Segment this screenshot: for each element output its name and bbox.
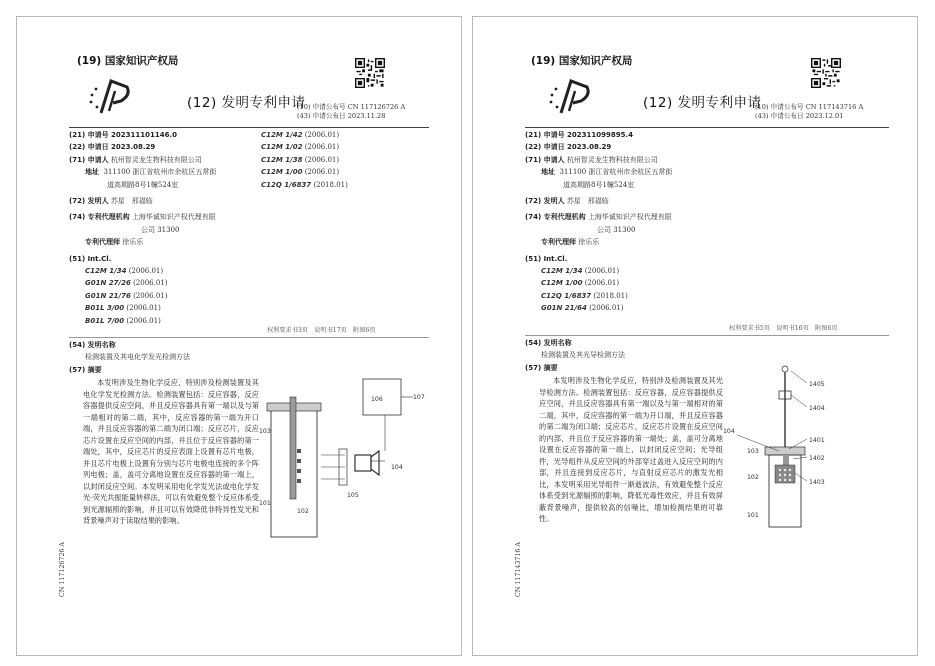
agency-line-2: 公司 31300 xyxy=(597,225,636,234)
inventors: 苏星 邢福临 xyxy=(110,197,153,206)
figure-label: 104 xyxy=(723,428,735,435)
abstract-text: 本发明涉及生物化学反应，特别涉及检测装置及其电化学发光检测方法。检测装置包括：反应容器，反应容器提供反应空间，并且反应容器具有第一端以及与第一端相对的第二端，其中，反应容器的第一端为开口端，并且反应容器的第二端为闭口端；反应芯片，反应芯片设置在反应空间的内部，并且位于反应容器的第一端处，其中，反应芯片的反应表面上设置有芯片电极，并且芯片电极上设置有分别与芯片电极电连接的多个阵列电极；盖，盖可分离地设置在反应容器的第一端上，以封闭反应空间。本发明采用电化学发光法或电化学发光-荧光共振能量转移法，可以有效避免整个反应体系受到光源辐照的影响，并且可以有效降低非特异性发光和背景噪声对于读取结果的影响。 xyxy=(83,378,259,525)
figure-label: 101 xyxy=(747,512,759,519)
side-publication-number: CN 117143716 A xyxy=(515,542,522,597)
abstract-text: 本发明涉及生物化学反应，特别涉及检测装置及其光导检测方法。检测装置包括：反应容器，反应容器提供反应空间，并且反应容器具有第一端以及与第一端相对的第二端，其中，反应容器的第一端为开口端，并且反应容器的第二端为闭口端；反应芯片，反应芯片设置在反应空间的内部，并且位于反应容器的第一端处；盖，盖可分离地设置在反应容器的第一端上，以封闭反应空间；光导组件，光导组件从反应空间的外部穿过盖进入反应空间的内部，并且连接到反应芯片，与直射反应芯片的激发光相比，本发明采用光导组件一渐逝波法，有效避免整个反应体系受到光源辐照的影响，降低光毒性效应，并且有效屏蔽背景噪声，提供较高的信噪比，增加检测结果的可靠性。 xyxy=(539,376,723,523)
publication-date: (43) 申请公布日 2023.12.01 xyxy=(755,111,844,120)
figure-label: 102 xyxy=(297,508,309,515)
application-date: (22) 申请日 2023.08.29 xyxy=(69,143,156,152)
patent-page-right xyxy=(472,16,918,656)
figure-label: 106 xyxy=(371,396,383,403)
figure-label: 105 xyxy=(347,492,359,499)
ipc-classification: G01N 21/76 (2006.01) xyxy=(85,291,168,300)
address-line-1: 311100 浙江省杭州市余杭区五常街 xyxy=(559,168,673,177)
document-type: (12) 发明专利申请 xyxy=(187,95,306,111)
section-divider xyxy=(69,337,429,338)
publication-number: (10) 申请公布号 CN 117143716 A xyxy=(755,103,864,111)
figure-label: 101 xyxy=(259,500,271,507)
figure-label: 103 xyxy=(747,448,759,455)
figure-label: 1402 xyxy=(809,455,825,462)
header-divider xyxy=(69,127,429,128)
publication-number: (10) 申请公布号 CN 117126726 A xyxy=(297,103,406,111)
qr-code-icon xyxy=(811,58,841,88)
ipc-list-right xyxy=(261,129,401,191)
ipc-classification: C12M 1/34 (2006.01) xyxy=(85,267,164,276)
qr-code-icon xyxy=(355,58,385,88)
title-block: (54) 发明名称 检测装置及其光导检测方法 (57) 摘要 xyxy=(525,339,625,372)
application-number: (21) 申请号 202311101146.0 xyxy=(69,131,177,139)
invention-title: 检测装置及其光导检测方法 xyxy=(541,351,625,360)
ipc-list xyxy=(525,265,745,315)
header-divider xyxy=(525,127,889,128)
inventors: 苏星 邢福临 xyxy=(566,197,609,206)
publication-date: (43) 申请公布日 2023.11.28 xyxy=(297,111,386,120)
page-counts: 权利要求书5页 说明书16页 附图6页 xyxy=(729,325,838,332)
title-block: (54) 发明名称 检测装置及其电化学发光检测方法 (57) 摘要 xyxy=(69,341,190,374)
ipc-classification: G01N 21/64 (2006.01) xyxy=(541,304,624,313)
figure-label: 103 xyxy=(259,428,271,435)
cnipa-logo-icon xyxy=(87,77,133,117)
ipc-classification: C12M 1/02 (2006.01) xyxy=(261,143,340,152)
figure-label: 1404 xyxy=(809,405,825,412)
ipc-classification: G01N 27/26 (2006.01) xyxy=(85,279,168,288)
ipc-classification: C12M 1/00 (2006.01) xyxy=(261,168,340,177)
side-publication-number: CN 117126726 A xyxy=(59,542,66,597)
application-date: (22) 申请日 2023.08.29 xyxy=(525,143,612,152)
cnipa-logo-icon xyxy=(547,77,593,117)
ipc-classification: B01L 3/00 (2006.01) xyxy=(85,304,161,313)
agency-line-1: 上海华诚知识产权代理有限 xyxy=(131,213,216,222)
patent-agent: 徐乐乐 xyxy=(122,238,144,247)
ipc-classification: C12Q 1/6837 (2018.01) xyxy=(261,180,348,189)
applicant: 杭州智灵龙生物科技有限公司 xyxy=(566,155,658,164)
figure-label: 1405 xyxy=(809,381,825,388)
bibliographic-data: (21) 申请号 202311099895.4 (22) 申请日 2023.08.29 (71) 申请人 杭州智灵龙生物科技有限公司 地址 311100 浙江省杭州市余杭区五常街 道高期路8号1幢524室 (72) 发明人 苏星 邢福临 (74) 专利代理机构 上海华诚知识产权代理有限 公司 31300 专利代理师 徐乐乐 (51) Int.Cl. C12M 1/34 (2006.01) C12M 1/00 (2006.01) C12Q 1/6837 (2018.01) G01N 21/64 (2006.01) xyxy=(525,129,745,315)
invention-title: 检测装置及其电化学发光检测方法 xyxy=(85,353,190,362)
agency-line-2: 公司 31300 xyxy=(141,225,180,234)
ipc-list xyxy=(69,265,259,327)
patent-page-left xyxy=(16,16,462,656)
section-divider xyxy=(525,335,889,336)
figure-label: 104 xyxy=(391,464,403,471)
ipc-classification: C12M 1/34 (2006.01) xyxy=(541,267,620,276)
figure-label: 107 xyxy=(413,394,425,401)
agency-line-1: 上海华诚知识产权代理有限 xyxy=(587,213,672,222)
ipc-classification: C12Q 1/6837 (2018.01) xyxy=(541,291,628,300)
ipc-classification: C12M 1/42 (2006.01) xyxy=(261,131,340,139)
address-line-2: 道高期路8号1幢524室 xyxy=(107,180,179,189)
bibliographic-data: (21) 申请号 202311101146.0 (22) 申请日 2023.08.29 (71) 申请人 杭州智灵龙生物科技有限公司 地址 311100 浙江省杭州市余杭区五常街 道高期路8号1幢524室 (72) 发明人 苏星 邢福临 (74) 专利代理机构 上海华诚知识产权代理有限 公司 31300 专利代理师 徐乐乐 (51) Int.Cl. C12M 1/34 (2006.01) G01N 27/26 (2006.01) G01N 21/76 (2006.01) B01L 3/00 (2006.01) B01L 7/00 (2006.01) xyxy=(69,129,259,327)
ipc-classification: B01L 7/00 (2006.01) xyxy=(85,316,161,325)
address-line-2: 道高期路8号1幢524室 xyxy=(563,180,635,189)
publication-info xyxy=(297,103,405,121)
ipc-classification: C12M 1/38 (2006.01) xyxy=(261,155,340,164)
ipc-classification: C12M 1/00 (2006.01) xyxy=(541,279,620,288)
application-number: (21) 申请号 202311099895.4 xyxy=(525,131,633,139)
issuing-office: (19) 国家知识产权局 xyxy=(77,55,179,67)
document-type: (12) 发明专利申请 xyxy=(643,95,762,111)
abstract-figure xyxy=(723,357,893,537)
figure-label: 1403 xyxy=(809,479,825,486)
publication-info xyxy=(755,103,863,121)
abstract-figure xyxy=(253,357,431,557)
page-counts: 权利要求书3页 说明书17页 附图6页 xyxy=(267,327,376,334)
applicant: 杭州智灵龙生物科技有限公司 xyxy=(110,155,202,164)
patent-agent: 徐乐乐 xyxy=(578,238,600,247)
figure-label: 102 xyxy=(747,474,759,481)
address-line-1: 311100 浙江省杭州市余杭区五常街 xyxy=(103,168,217,177)
issuing-office: (19) 国家知识产权局 xyxy=(531,55,633,67)
figure-label: 1401 xyxy=(809,437,825,444)
